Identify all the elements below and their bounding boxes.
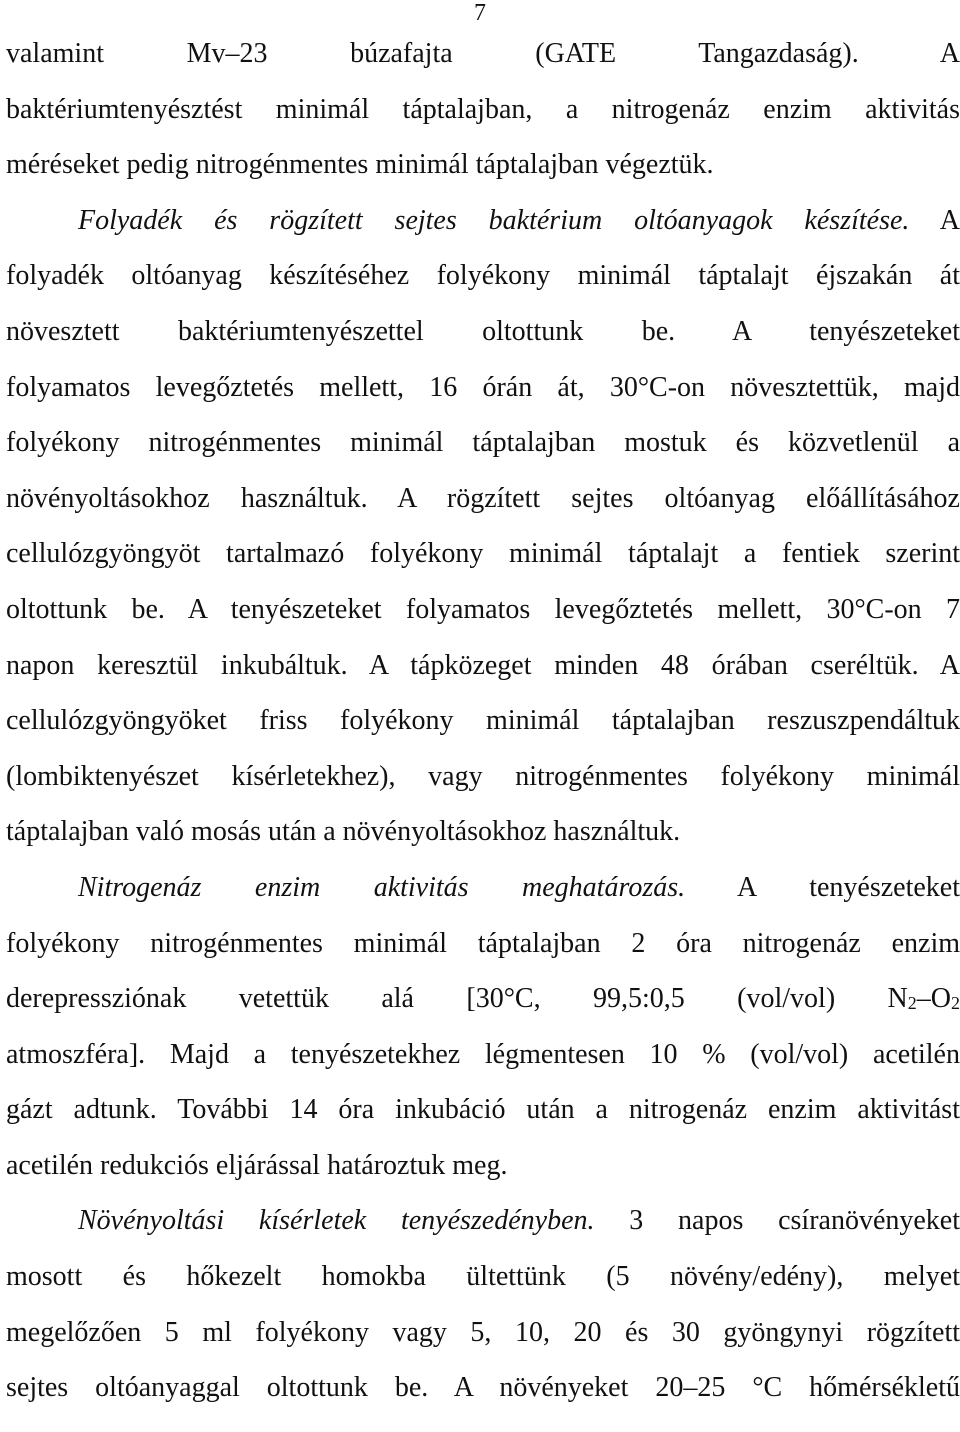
text-line: oltottunk be. A tenyészeteket folyamatos levegőztetés mellett, 30°C-on 7	[6, 593, 960, 625]
text-line: baktériumtenyésztést minimál táptalajban, a nitrogenáz enzim aktivitás	[6, 93, 960, 125]
section-heading: Növényoltási kísérletek tenyészedényben.	[78, 1205, 595, 1237]
subscript: 2	[951, 993, 960, 1014]
text-line: valamint Mv–23 búzafajta (GATE Tangazdaság). A	[6, 38, 960, 69]
text-run: A	[909, 204, 960, 236]
section-line	[6, 860, 960, 916]
text-line: méréseket pedig nitrogénmentes minimál táptalajban végeztük.	[6, 149, 714, 181]
text-line: folyékony nitrogénmentes minimál táptalajban mostuk és közvetlenül a	[6, 427, 960, 459]
text-line: folyamatos levegőztetés mellett, 16 órán át, 30°C-on növesztettük, majd	[6, 371, 960, 403]
text-line: sejtes oltóanyaggal oltottunk be. A növényeket 20–25 °C hőmérsékletű	[6, 1372, 960, 1404]
formula-line	[6, 971, 960, 1027]
text-line: folyékony nitrogénmentes minimál táptalajban 2 óra nitrogenáz enzim	[6, 927, 960, 959]
section-heading: Folyadék és rögzített sejtes baktérium oltóanyagok készítése.	[78, 204, 910, 236]
text-line: atmoszféra]. Majd a tenyészetekhez légmentesen 10 % (vol/vol) acetilén	[6, 1038, 960, 1070]
text-line: megelőzően 5 ml folyékony vagy 5, 10, 20 és 30 gyöngynyi rögzített	[6, 1316, 960, 1348]
text-line: cellulózgyöngyöket friss folyékony minimál táptalajban reszuszpendáltuk	[6, 705, 960, 737]
text-line: (lombiktenyészet kísérletekhez), vagy nitrogénmentes folyékony minimál	[6, 760, 960, 792]
text-run: A tenyészeteket	[685, 871, 960, 903]
text-line: cellulózgyöngyöt tartalmazó folyékony minimál táptalajt a fentiek szerint	[6, 538, 960, 570]
subscript: 2	[907, 993, 917, 1014]
text-line: növényoltásokhoz használtuk. A rögzített sejtes oltóanyag előállításához	[6, 482, 960, 514]
section-heading: Nitrogenáz enzim aktivitás meghatározás.	[78, 871, 686, 903]
text-line: mosott és hőkezelt homokba ültettünk (5 növény/edény), melyet	[6, 1261, 960, 1293]
text-line: gázt adtunk. További 14 óra inkubáció után a nitrogenáz enzim aktivitást	[6, 1094, 960, 1126]
text-line: növesztett baktériumtenyészettel oltottunk be. A tenyészeteket	[6, 315, 960, 347]
text-line: folyadék oltóanyag készítéséhez folyékony minimál táptalajt éjszakán át	[6, 260, 960, 292]
page-number: 7	[474, 0, 486, 26]
section-line	[6, 1193, 960, 1249]
section-line	[6, 193, 960, 249]
text-line: táptalajban való mosás után a növényoltásokhoz használtuk.	[6, 816, 681, 848]
text-run: –O	[916, 983, 951, 1015]
text-run: derepressziónak vetettük alá [30°C, 99,5:0,5 (vol/vol) N	[6, 983, 908, 1015]
text-line: napon keresztül inkubáltuk. A tápközeget minden 48 órában cseréltük. A	[6, 649, 960, 681]
text-run: 3 napos csíranövényeket	[594, 1205, 960, 1237]
text-line: acetilén redukciós eljárással határoztuk meg.	[6, 1149, 508, 1181]
body-text	[6, 26, 960, 1416]
